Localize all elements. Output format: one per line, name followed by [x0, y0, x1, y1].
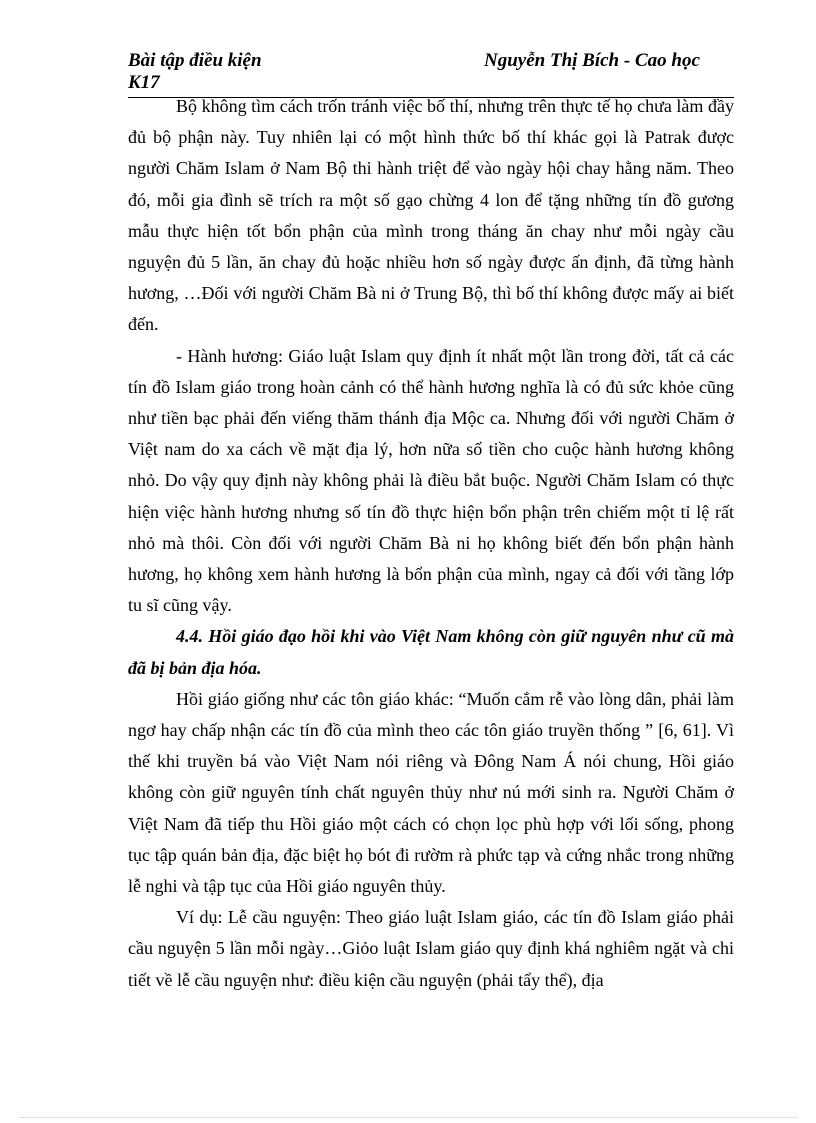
paragraph-localization: Hồi giáo giống như các tôn giáo khác: “Muốn cắm rễ vào lòng dân, phải làm ngơ hay chấp nhận các tín đồ của mình theo các tôn giáo truyền thống ” [6, 61]. Vì thế khi truyền bá vào Việt Nam nói riêng và Đông Nam Á nói chung, Hồi giáo không còn giữ nguyên tính chất nguyên thủy như nú mới sinh ra. Người Chăm ở Việt Nam đã tiếp thu Hồi giáo một cách có chọn lọc phù hợp với lối sống, phong tục tập quán bản địa, đặc biệt họ bót đi rườm rà phức tạp và cứng nhắc trong những lễ nghi và tập tục của Hồi giáo nguyên thủy. [128, 688, 734, 897]
paragraph-prayer-example: Ví dụ: Lễ cầu nguyện: Theo giáo luật Islam giáo, các tín đồ Islam giáo phải cầu nguyện 5 lần mỗi ngày…Giỏo luật Islam giáo quy định khá nghiêm ngặt và chi tiết về lễ cầu nguyện như: điều kiện cầu nguyện (phải tẩy thể), địa [128, 907, 734, 990]
header-left [128, 50, 262, 94]
header-course-title: Bài tập điều kiện [128, 50, 262, 71]
paragraph-pilgrimage: - Hành hương: Giáo luật Islam quy định ít nhất một lần trong đời, tất cả các tín đồ Islam giáo trong hoàn cảnh có thể hành hương nghĩa là có đủ sức khỏe cũng như tiền bạc phải đến viếng thăm thánh địa Mộc ca. Nhưng đối với người Chăm ở Việt nam do xa cách về mặt địa lý, hơn nữa số tiền cho cuộc hành hương không nhỏ. Do vậy quy định này không phải là điều bắt buộc. Người Chăm Islam có thực hiện việc hành hương nhưng số tín đồ thực hiện bổn phận trên chiếm một tỉ lệ rất nhỏ mà thôi. Còn đối với người Chăm Bà ni họ không biết đến bổn phận hành hương, họ không xem hành hương là bổn phận của mình, ngay cả đối với tầng lớp tu sĩ cũng vậy. [128, 345, 734, 616]
document-body [128, 91, 734, 996]
header-course-code: K17 [128, 72, 160, 93]
page-bottom-border [20, 1117, 796, 1118]
header-author: Nguyễn Thị Bích - Cao học [484, 50, 700, 71]
section-heading-4-4: 4.4. Hồi giáo đạo hồi khi vào Việt Nam không còn giữ nguyên như cũ mà đã bị bản địa hóa. [128, 626, 734, 678]
paragraph-almsgiving: Bộ không tìm cách trốn tránh việc bố thí, nhưng trên thực tế họ chưa làm đầy đủ bộ phận này. Tuy nhiên lại có một hình thức bố thí khác gọi là Patrak được người Chăm Islam ở Nam Bộ thi hành triệt để vào ngày hội chay hằng năm. Theo đó, mỗi gia đình sẽ trích ra một số gạo chừng 4 lon để tặng những tín đồ gương mẫu thực hiện tốt bổn phận của mình trong tháng ăn chay như mỗi ngày cầu nguyện đủ 5 lần, ăn chay đủ hoặc nhiều hơn số ngày được ấn định, đã từng hành hương, …Đối với người Chăm Bà ni ở Trung Bộ, thì bố thí không được mấy ai biết đến. [128, 96, 734, 335]
